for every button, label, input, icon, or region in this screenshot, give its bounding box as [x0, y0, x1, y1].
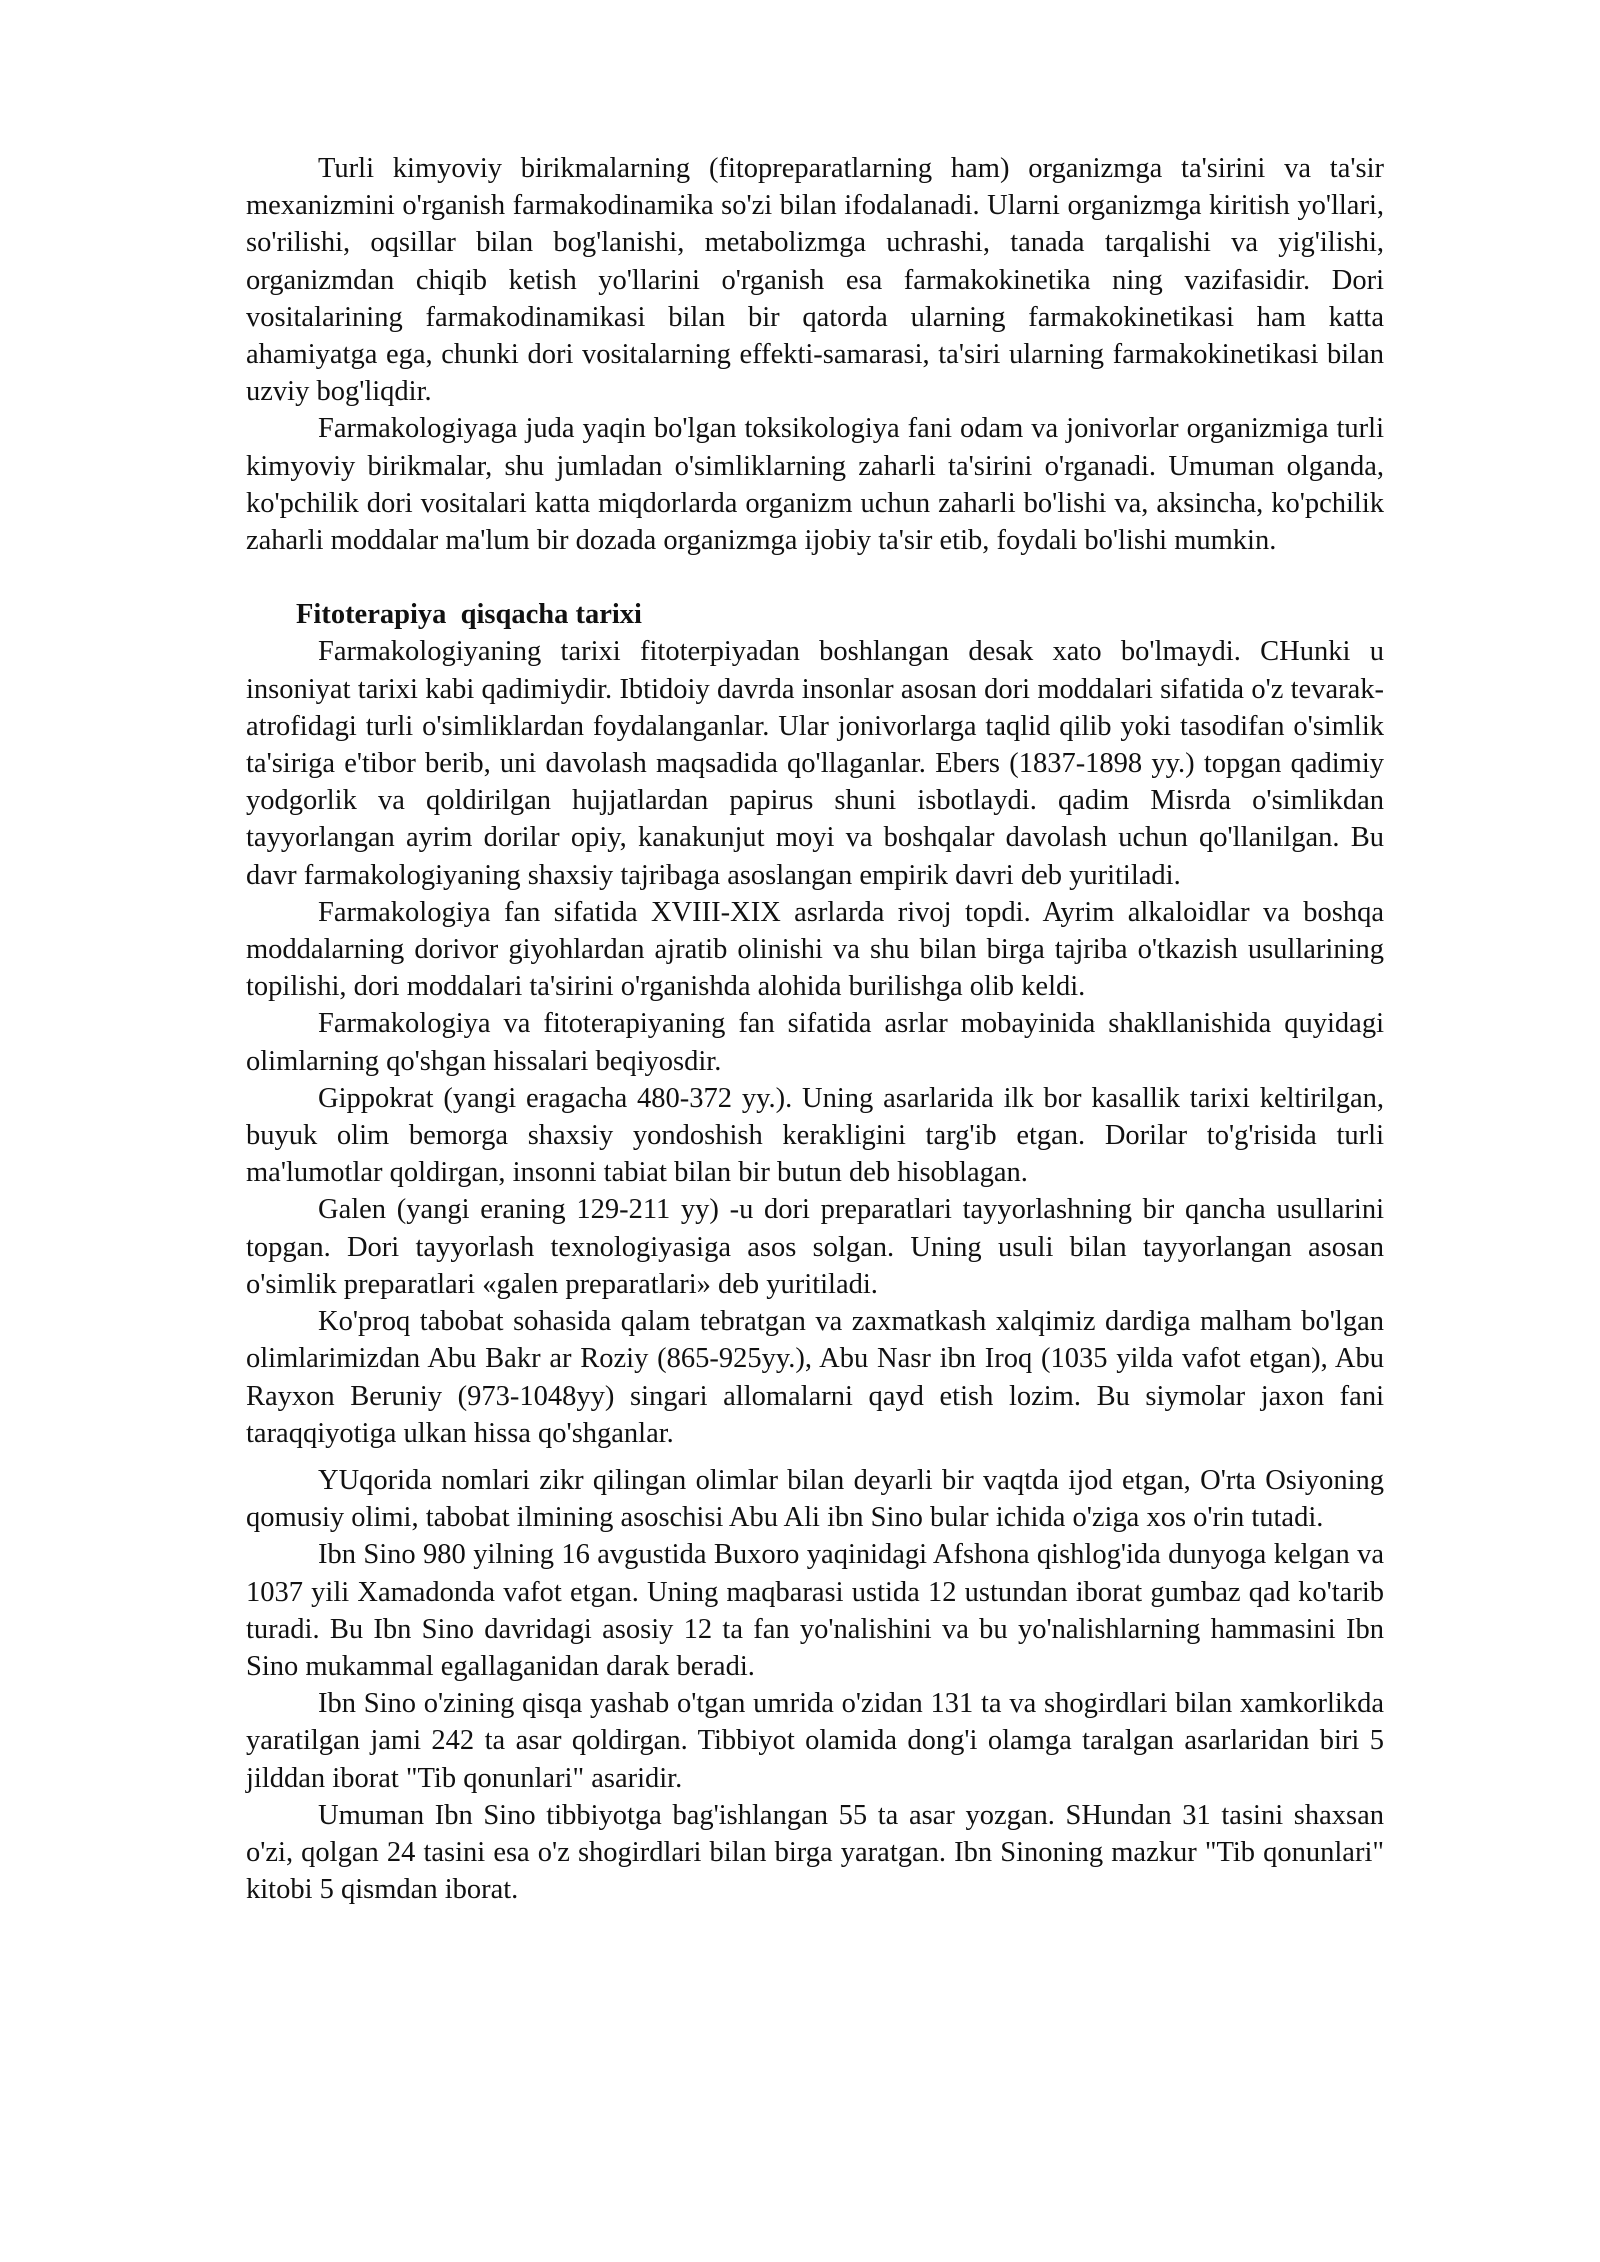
paragraph-history-intro: Farmakologiyaning tarixi fitoterpiyadan boshlangan desak xato bo'lmaydi. CHunki u insoniyat tarixi kabi qadimiydir. Ibtidoiy davrda insonlar asosan dori moddalari sifatida o'z tevarak-atrofidagi turli o'simliklardan foydalanganlar. Ular jonivorlarga taqlid qilib yoki tasodifan o'simlik ta'siriga e'tibor berib, uni davolash maqsadida qo'llaganlar. Ebers (1837-1898 yy.) topgan qadimiy yodgorlik va qoldirilgan hujjatlardan papirus shuni isbotlaydi. qadim Misrda o'simlikdan tayyorlangan ayrim dorilar opiy, kanakunjut moyi va boshqalar davolash uchun qo'llanilgan. Bu davr farmakologiyaning shaxsiy tajribaga asoslangan empirik davri deb yuritiladi. [246, 636, 1384, 891]
section-heading: Fitoterapiya qisqacha tarixi [296, 599, 642, 631]
paragraph-pharmacodynamics: Turli kimyoviy birikmalarning (fitopreparatlarning ham) organizmga ta'sirini va ta'sir mexanizmini o'rganish farmakodinamika so'zi bilan ifodalanadi. Ularni organizmga kiritish yo'llari, so'rilishi, oqsillar bilan bog'lanishi, metabolizmga uchrashi, tanada tarqalishi va yig'ilishi, organizmdan chiqib ketish yo'llarini o'rganish esa farmakokinetika ning vazifasidir. Dori vositalarining farmakodinamikasi bilan bir qatorda ularning farmakokinetikasi ham katta ahamiyatga ega, chunki dori vositalarning effekti-samarasi, ta'siri ularning farmakokinetikasi bilan uzviy bog'liqdir. [246, 153, 1384, 408]
paragraph-xviii-xix: Farmakologiya fan sifatida XVIII-XIX asrlarda rivoj topdi. Ayrim alkaloidlar va boshqa moddalarning dorivor giyohlardan ajratib olinishi va shu bilan birga tajriba o'tkazish usullarining topilishi, dori moddalari ta'sirini o'rganishda alohida burilishga olib keldi. [246, 896, 1384, 1003]
document-page [246, 150, 1384, 1908]
paragraph-scholars: Ko'proq tabobat sohasida qalam tebratgan va zaxmatkash xalqimiz dardiga malham bo'lgan olimlarimizdan Abu Bakr ar Roziy (865-925yy.), Abu Nasr ibn Iroq (1035 yilda vafot etgan), Abu Rayxon Beruniy (973-1048yy) singari allomalarni qayd etish lozim. Bu siymolar jaxon fani taraqqiyotiga ulkan hissa qo'shganlar. [246, 1306, 1384, 1449]
paragraph-ibn-sino-medicine: Umuman Ibn Sino tibbiyotga bag'ishlangan 55 ta asar yozgan. SHundan 31 tasini shaxsan o'zi, qolgan 24 tasini esa o'z shogirdlari bilan birga yaratgan. Ibn Sinoning mazkur "Tib qonunlari" kitobi 5 qismdan iborat. [246, 1799, 1384, 1906]
paragraph-ibn-sino-biography: Ibn Sino 980 yilning 16 avgustida Buxoro yaqinidagi Afshona qishlog'ida dunyoga kelgan va 1037 yili Xamadonda vafot etgan. Uning maqbarasi ustida 12 ustundan iborat gumbaz qad ko'tarib turadi. Bu Ibn Sino davridagi asosiy 12 ta fan yo'nalishini va bu yo'nalishlarning hammasini Ibn Sino mukammal egallaganidan darak beradi. [246, 1539, 1384, 1682]
paragraph-contributions: Farmakologiya va fitoterapiyaning fan sifatida asrlar mobayinida shakllanishida quyidagi olimlarning qo'shgan hissalari beqiyosdir. [246, 1008, 1384, 1077]
paragraph-ibn-sino-intro: YUqorida nomlari zikr qilingan olimlar bilan deyarli bir vaqtda ijod etgan, O'rta Osiyoning qomusiy olimi, tabobat ilmining asoschisi Abu Ali ibn Sino bular ichida o'ziga xos o'rin tutadi. [246, 1464, 1384, 1534]
paragraph-ibn-sino-works: Ibn Sino o'zining qisqa yashab o'tgan umrida o'zidan 131 ta va shogirdlari bilan xamkorlikda yaratilgan jami 242 ta asar qoldirgan. Tibbiyot olamida dong'i olamga taralgan asarlaridan biri 5 jilddan iborat "Tib qonunlari" asaridir. [246, 1688, 1384, 1794]
paragraph-galen: Galen (yangi eraning 129-211 yy) -u dori preparatlari tayyorlashning bir qancha usullarini topgan. Dori tayyorlash texnologiyasiga asos solgan. Uning usuli bilan tayyorlangan asosan o'simlik preparatlari «galen preparatlari» deb yuritiladi. [246, 1194, 1384, 1300]
paragraph-toxicology: Farmakologiyaga juda yaqin bo'lgan toksikologiya fani odam va jonivorlar organizmiga turli kimyoviy birikmalar, shu jumladan o'simliklarning zaharli ta'sirini o'rganadi. Umuman olganda, ko'pchilik dori vositalari katta miqdorlarda organizm uchun zaharli bo'lishi va, aksincha, ko'pchilik zaharli moddalar ma'lum bir dozada organizmga ijobiy ta'sir etib, foydali bo'lishi mumkin. [246, 413, 1384, 557]
paragraph-hippocrates: Gippokrat (yangi eragacha 480-372 yy.). Uning asarlarida ilk bor kasallik tarixi keltirilgan, buyuk olim bemorga shaxsiy yondoshish kerakligini targ'ib etgan. Dorilar to'g'risida turli ma'lumotlar qoldirgan, insonni tabiat bilan bir butun deb hisoblagan. [246, 1082, 1384, 1189]
